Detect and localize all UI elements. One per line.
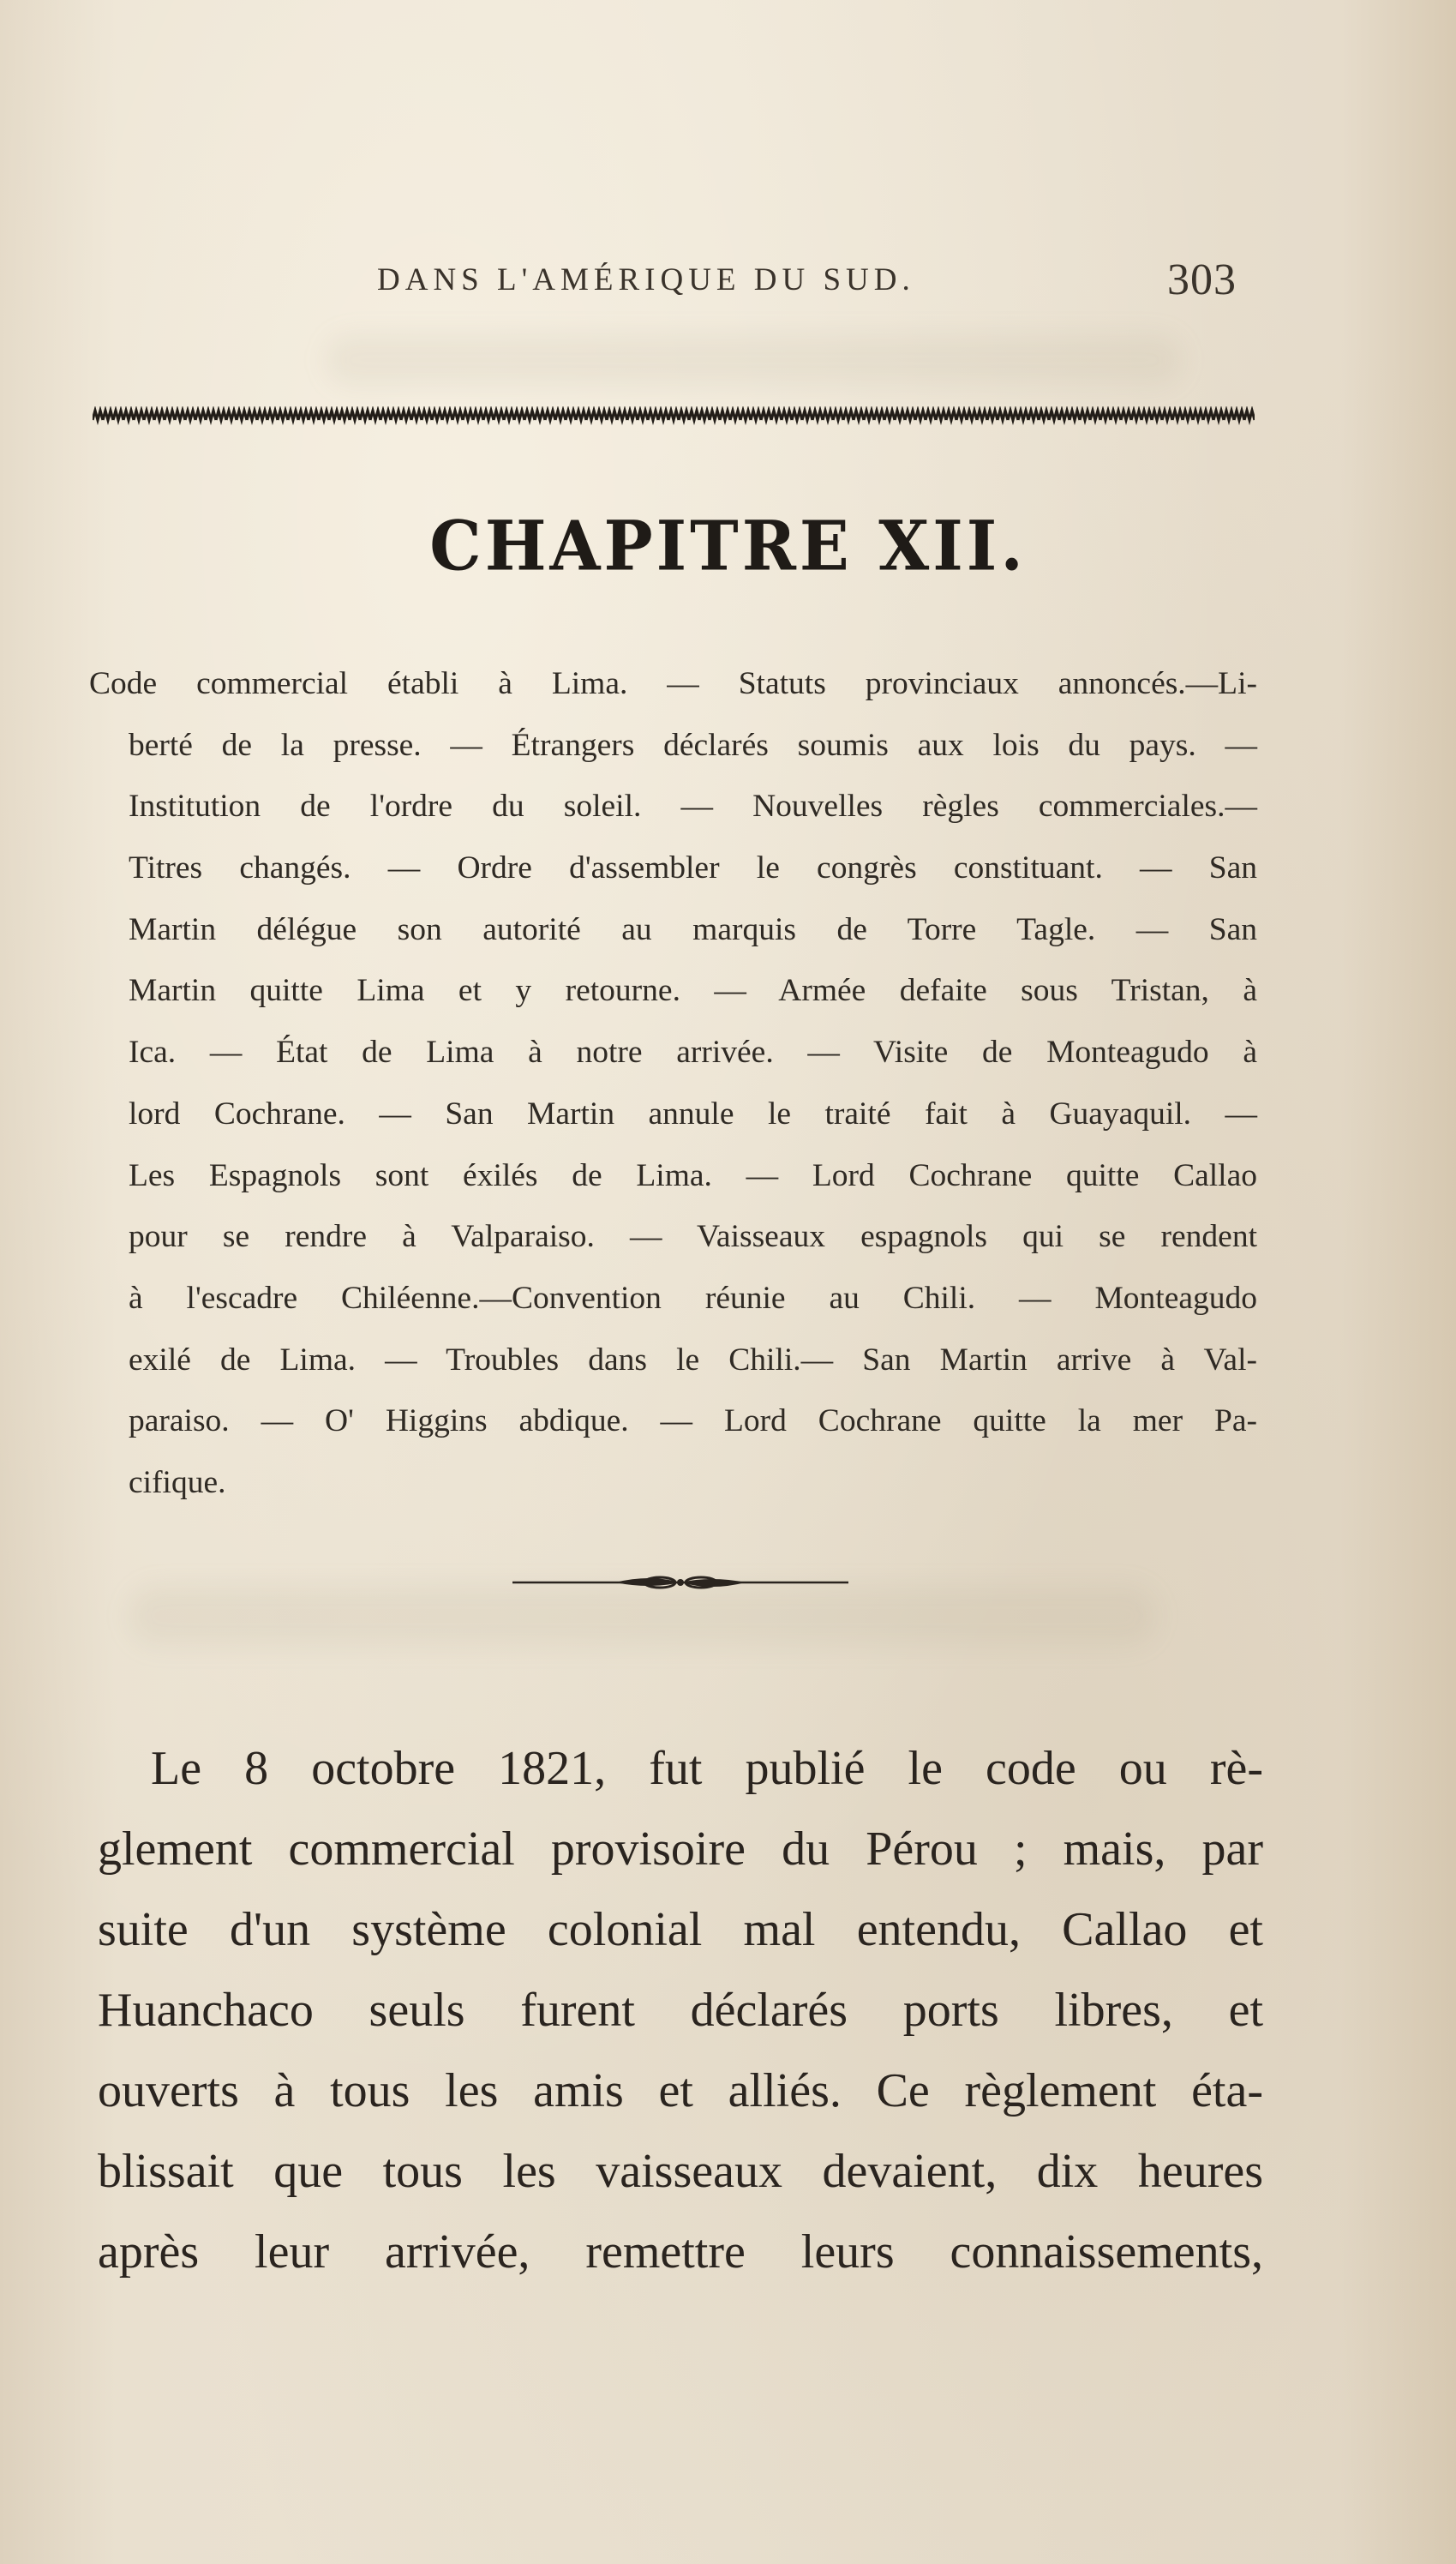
- ornamental-divider: [512, 1565, 848, 1600]
- summary-line: Les Espagnols sont éxilés de Lima. — Lord Cochrane quitte Callao: [129, 1157, 1257, 1193]
- chapter-title: CHAPITRE XII.: [429, 505, 1027, 586]
- body-line: blissait que tous les vaisseaux devaient, dix heures: [98, 2145, 1263, 2198]
- summary-line: Titres changés. — Ordre d'assembler le congrès constituant. — San: [129, 850, 1257, 886]
- running-head: [0, 255, 1456, 313]
- body-line: suite d'un système colonial mal entendu, Callao et: [98, 1903, 1263, 1956]
- body-line: glement commercial provisoire du Pérou ; mais, par: [98, 1822, 1263, 1876]
- summary-line: Martin quitte Lima et y retourne. — Armée defaite sous Tristan, à: [129, 973, 1257, 1009]
- summary-line: cifique.: [129, 1464, 226, 1500]
- summary-line: pour se rendre à Valparaiso. — Vaisseaux espagnols qui se rendent: [129, 1219, 1257, 1255]
- summary-line: lord Cochrane. — San Martin annule le traité fait à Guayaquil. —: [129, 1096, 1257, 1132]
- body-line: ouverts à tous les amis et alliés. Ce règlement éta-: [98, 2064, 1263, 2117]
- page-number: 303: [1167, 255, 1237, 304]
- body-line: après leur arrivée, remettre leurs connaissements,: [98, 2225, 1263, 2279]
- chapter-summary: [89, 653, 1257, 1514]
- running-title: DANS L'AMÉRIQUE DU SUD.: [377, 262, 915, 297]
- summary-line: Code commercial établi à Lima. — Statuts provinciaux annoncés.—Li-: [89, 666, 1257, 701]
- summary-line: berté de la presse. — Étrangers déclarés soumis aux lois du pays. —: [129, 727, 1257, 763]
- body-line: Le 8 octobre 1821, fut publié le code ou rè-: [151, 1742, 1263, 1795]
- summary-line: Ica. — État de Lima à notre arrivée. — Visite de Monteagudo à: [129, 1035, 1257, 1071]
- summary-line: Martin délégue son autorité au marquis de Torre Tagle. — San: [129, 911, 1257, 947]
- body-paragraph: [98, 1728, 1263, 2292]
- summary-line: paraiso. — O' Higgins abdique. — Lord Cochrane quitte la mer Pa-: [129, 1403, 1257, 1439]
- body-line: Huanchaco seuls furent déclarés ports libres, et: [98, 1984, 1263, 2037]
- show-through-smudge: [326, 334, 1183, 386]
- ornamental-rule: [93, 406, 1255, 425]
- summary-line: à l'escadre Chiléenne.—Convention réunie au Chili. — Monteagudo: [129, 1280, 1257, 1316]
- summary-line: Institution de l'ordre du soleil. — Nouvelles règles commerciales.—: [129, 789, 1257, 825]
- summary-line: exilé de Lima. — Troubles dans le Chili.— San Martin arrive à Val-: [129, 1342, 1257, 1378]
